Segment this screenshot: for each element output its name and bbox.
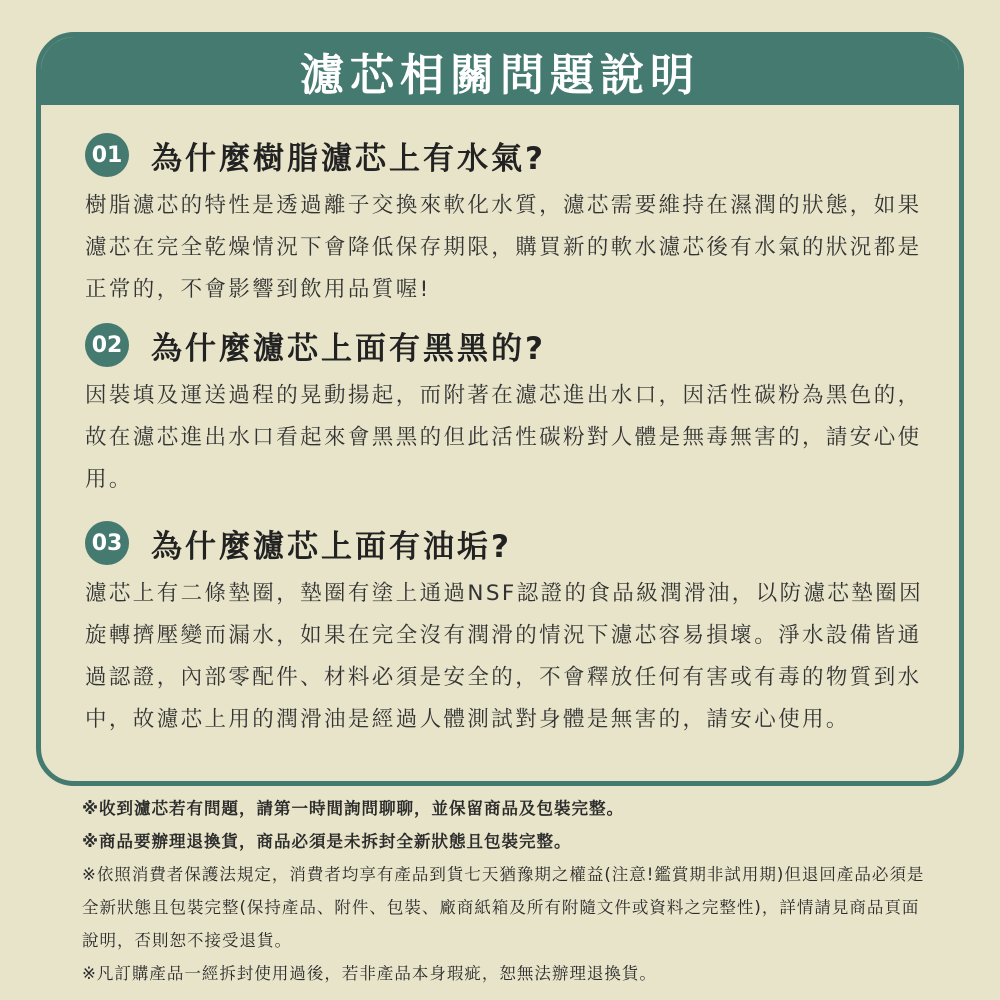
question-number-badge: 02 — [85, 323, 129, 367]
note-item: ※依照消費者保護法規定，消費者均享有產品到貨七天猶豫期之權益(注意!鑑賞期非試用期)但退回產品必須是全新狀態且包裝完整(保持產品、附件、包裝、廠商紙箱及所有附隨文件或資料之完整性)，詳情請見商品頁面說明，否則恕不接受退貨。 — [82, 865, 925, 950]
question-title: 為什麼濾芯上面有油垢? — [151, 528, 512, 565]
question-header — [85, 321, 935, 369]
answer-text: 因裝填及運送過程的晃動揚起，而附著在濾芯進出水口，因活性碳粉為黑色的，故在濾芯進出水口看起來會黑黑的但此活性碳粉對人體是無毒無害的，請安心使用。 — [85, 383, 922, 492]
question-title: 為什麼樹脂濾芯上有水氣? — [151, 140, 546, 177]
notes-section — [82, 792, 932, 990]
question-item — [85, 321, 935, 501]
title-banner — [41, 37, 959, 105]
question-item — [85, 131, 935, 311]
answer-text: 濾芯上有二條墊圈，墊圈有塗上通過NSF認證的食品級潤滑油，以防濾芯墊圈因旋轉擠壓變而漏水，如果在完全沒有潤滑的情況下濾芯容易損壞。淨水設備皆通過認證，內部零配件、材料必須是安全的，不會釋放任何有害或有毒的物質到水中，故濾芯上用的潤滑油是經過人體測試對身體是無害的，請安心使用。 — [85, 581, 924, 732]
question-title: 為什麼濾芯上面有黑黑的? — [151, 330, 546, 367]
note-item: ※商品要辦理退換貨，商品必須是未拆封全新狀態且包裝完整。 — [82, 832, 572, 851]
note-item: ※收到濾芯若有問題，請第一時間詢問聊聊，並保留商品及包裝完整。 — [82, 799, 625, 818]
faq-card — [36, 32, 964, 786]
note-item: ※凡訂購產品一經拆封使用過後，若非產品本身瑕疵，恕無法辦理退換貨。 — [82, 964, 657, 983]
question-item — [85, 519, 935, 741]
question-header — [85, 131, 935, 179]
question-number-badge: 03 — [85, 521, 129, 565]
question-header — [85, 519, 935, 567]
question-number-badge: 01 — [85, 133, 129, 177]
page-title: 濾芯相關問題說明 — [300, 50, 700, 101]
answer-text: 樹脂濾芯的特性是透過離子交換來軟化水質，濾芯需要維持在濕潤的狀態，如果濾芯在完全乾燥情況下會降低保存期限，購買新的軟水濾芯後有水氣的狀況都是正常的，不會影響到飲用品質喔! — [85, 193, 922, 302]
